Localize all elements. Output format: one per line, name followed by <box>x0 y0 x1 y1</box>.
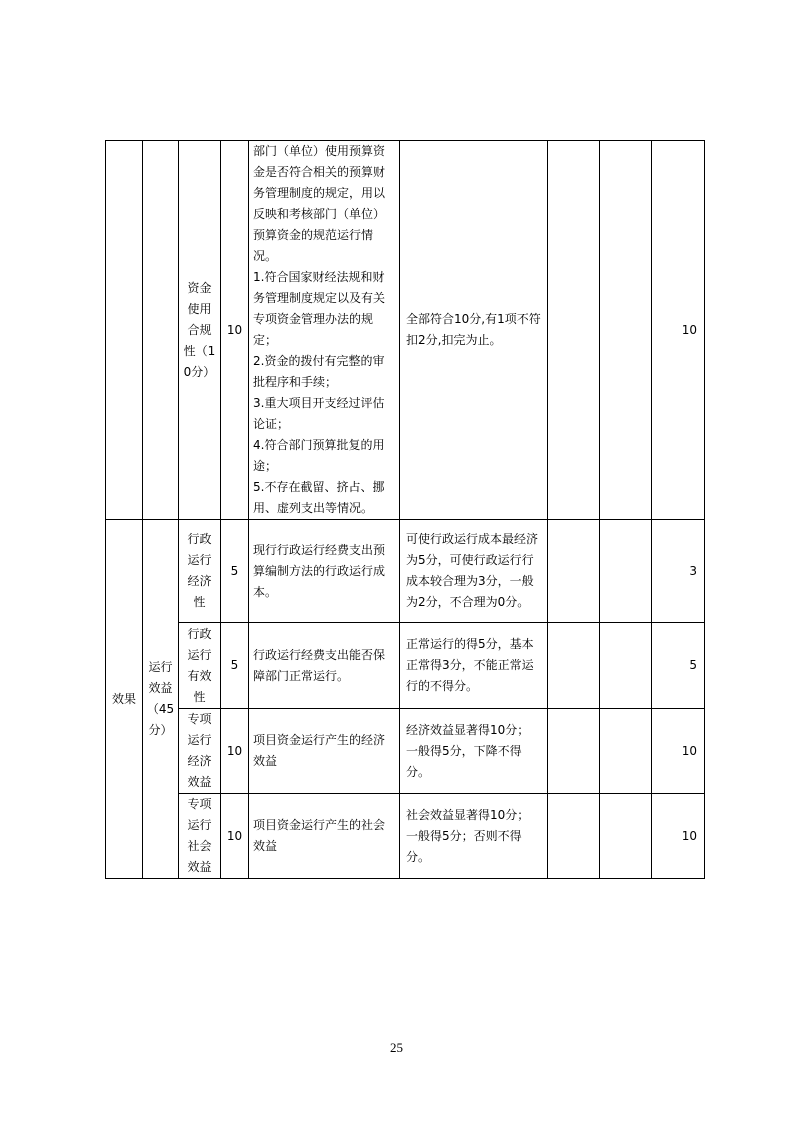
level1-cell-empty <box>106 141 143 520</box>
indicator-cell: 行政运行经济性 <box>179 520 221 623</box>
level1-cell: 效果 <box>106 520 143 879</box>
criteria-cell: 社会效益显著得10分；一般得5分；否则不得分。 <box>400 794 548 879</box>
indicator-cell: 专项运行社会效益 <box>179 794 221 879</box>
description-line: 1.符合国家财经法规和财务管理制度规定以及有关专项资金管理办法的规定； <box>253 270 386 347</box>
description-cell: 现行行政运行经费支出预算编制方法的行政运行成本。 <box>249 520 400 623</box>
description-cell: 项目资金运行产生的社会效益 <box>249 794 400 879</box>
empty-cell <box>600 794 652 879</box>
indicator-cell: 行政运行有效性 <box>179 623 221 709</box>
empty-cell <box>600 623 652 709</box>
empty-cell <box>600 141 652 520</box>
page-number: 25 <box>390 1040 403 1055</box>
score-cell: 3 <box>652 520 705 623</box>
table-row-compliance <box>106 141 705 520</box>
criteria-cell: 正常运行的得5分，基本正常得3分，不能正常运行的不得分。 <box>400 623 548 709</box>
empty-cell <box>548 709 600 794</box>
criteria-cell: 经济效益显著得10分；一般得5分，下降不得分。 <box>400 709 548 794</box>
table-row-admin-economy <box>106 520 705 623</box>
description-cell: 行政运行经费支出能否保障部门正常运行。 <box>249 623 400 709</box>
empty-cell <box>600 709 652 794</box>
weight-cell: 10 <box>221 709 249 794</box>
indicator-cell: 专项运行经济效益 <box>179 709 221 794</box>
description-line: 4.符合部门预算批复的用途； <box>253 438 385 473</box>
score-cell: 10 <box>652 794 705 879</box>
table-row-project-social <box>106 794 705 879</box>
description-line: 部门（单位）使用预算资金是否符合相关的预算财务管理制度的规定，用以反映和考核部门（单位）预算资金的规范运行情况。 <box>253 144 386 263</box>
level2-cell-empty <box>143 141 179 520</box>
empty-cell <box>548 623 600 709</box>
empty-cell <box>548 141 600 520</box>
indicator-cell: 资金使用合规性（10分） <box>179 141 221 520</box>
empty-cell <box>548 520 600 623</box>
criteria-cell: 可使行政运行成本最经济为5分，可使行政运行行成本较合理为3分，一般为2分，不合理为0分。 <box>400 520 548 623</box>
empty-cell <box>548 794 600 879</box>
criteria-cell: 全部符合10分,有1项不符扣2分,扣完为止。 <box>400 141 548 520</box>
level2-cell: 运行效益（45分） <box>143 520 179 879</box>
description-line: 2.资金的拨付有完整的审批程序和手续； <box>253 354 385 389</box>
score-cell: 5 <box>652 623 705 709</box>
weight-cell: 10 <box>221 794 249 879</box>
evaluation-table <box>105 140 705 879</box>
table-row-admin-effectiveness <box>106 623 705 709</box>
weight-cell: 5 <box>221 623 249 709</box>
empty-cell <box>600 520 652 623</box>
score-cell: 10 <box>652 709 705 794</box>
description-line: 5.不存在截留、挤占、挪用、虚列支出等情况。 <box>253 480 385 515</box>
description-cell <box>249 141 400 520</box>
weight-cell: 10 <box>221 141 249 520</box>
description-line: 3.重大项目开支经过评估论证； <box>253 396 385 431</box>
score-cell: 10 <box>652 141 705 520</box>
table-row-project-economic <box>106 709 705 794</box>
description-cell: 项目资金运行产生的经济效益 <box>249 709 400 794</box>
weight-cell: 5 <box>221 520 249 623</box>
